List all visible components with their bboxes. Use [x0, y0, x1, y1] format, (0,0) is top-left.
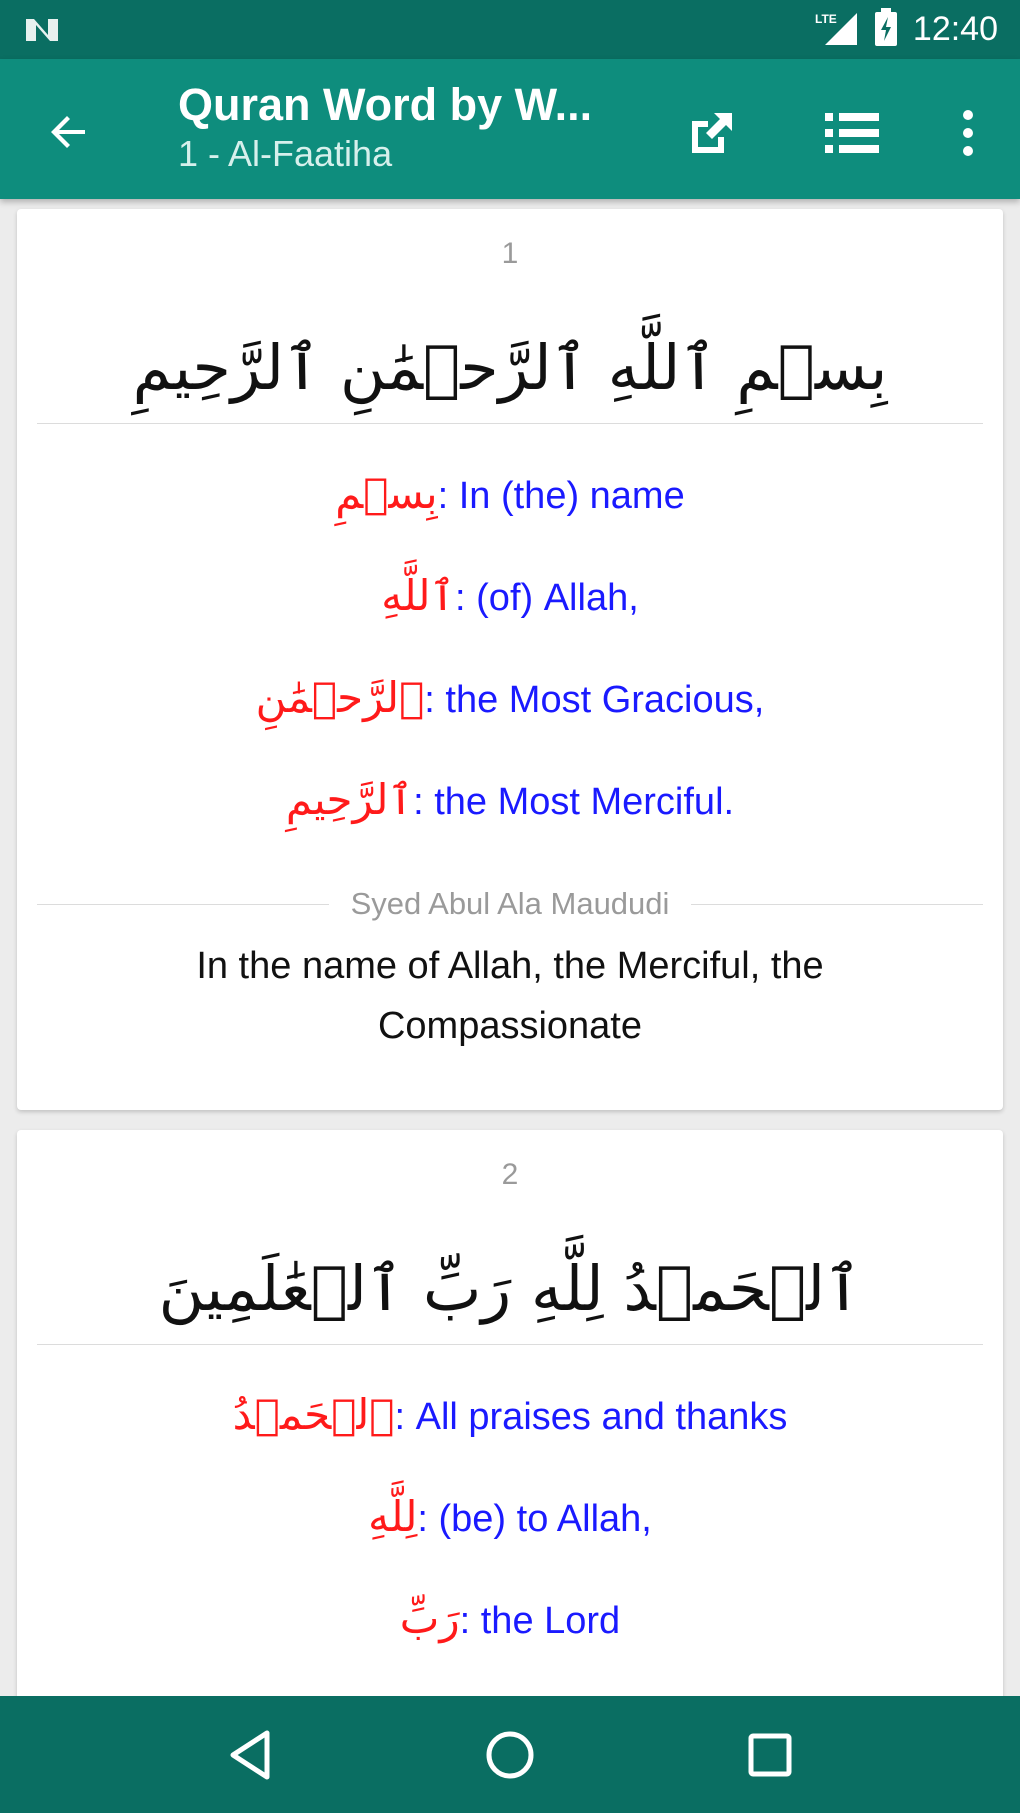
- lte-signal-icon: [813, 9, 859, 51]
- back-button[interactable]: [36, 99, 102, 165]
- status-time: 12:40: [912, 10, 998, 48]
- arabic-verse-text: ٱلۡحَمۡدُ لِلَّهِ رَبِّ ٱلۡعَٰلَمِينَ: [158, 1252, 862, 1325]
- translation-text: In the name of Allah, the Merciful, the Compassionate: [196, 945, 824, 1047]
- open-external-button[interactable]: [674, 95, 750, 171]
- word-arabic: ٱلرَّحۡمَٰنِ: [255, 673, 425, 722]
- verse-card-1[interactable]: [17, 209, 1003, 1110]
- list-button[interactable]: [814, 95, 890, 171]
- word-separator: :: [455, 577, 466, 619]
- home-circle-icon: [482, 1727, 538, 1783]
- word-arabic: ٱلرَّحِيمِ: [285, 775, 414, 824]
- system-nav-bar: [0, 1696, 1020, 1813]
- arabic-verse-text: بِسۡمِ ٱللَّهِ ٱلرَّحۡمَٰنِ ٱلرَّحِيمِ: [132, 331, 888, 404]
- word-meaning: In (the) name: [458, 475, 685, 517]
- nav-home-button[interactable]: [465, 1710, 555, 1800]
- word-separator: :: [394, 1396, 406, 1438]
- word-meaning: (of) Allah,: [476, 577, 639, 619]
- word-row: [17, 776, 1003, 878]
- verse-number: 1: [501, 237, 519, 270]
- word-arabic: بِسۡمِ: [335, 469, 438, 518]
- word-meaning: All praises and thanks: [415, 1396, 788, 1438]
- back-triangle-icon: [225, 1727, 275, 1783]
- status-bar: [0, 0, 1020, 59]
- app-bar: [0, 59, 1020, 199]
- word-meaning: the Most Merciful.: [434, 781, 735, 823]
- translator-header: [37, 886, 983, 922]
- verse-number: 2: [501, 1158, 519, 1191]
- more-vert-icon: [960, 109, 976, 157]
- nav-recents-button[interactable]: [725, 1710, 815, 1800]
- word-row: [17, 674, 1003, 776]
- app-title: Quran Word by W...: [178, 79, 593, 130]
- word-separator: :: [459, 1600, 471, 1642]
- word-arabic: لِلَّهِ: [368, 1492, 418, 1541]
- app-subtitle: 1 - Al-Faatiha: [178, 132, 393, 174]
- divider: [37, 904, 329, 905]
- word-arabic: رَبِّ: [399, 1594, 460, 1643]
- word-separator: :: [424, 679, 435, 721]
- word-meaning: the Most Gracious,: [445, 679, 765, 721]
- divider: [691, 904, 983, 905]
- battery-charging-icon: [873, 8, 899, 52]
- word-by-word-list: [17, 1345, 1003, 1696]
- nav-back-button[interactable]: [205, 1710, 295, 1800]
- word-meaning: the Lord: [480, 1600, 621, 1642]
- word-row: [17, 470, 1003, 572]
- word-arabic: ٱلۡحَمۡدُ: [232, 1390, 395, 1439]
- list-icon: [825, 111, 879, 155]
- more-options-button[interactable]: [930, 95, 1006, 171]
- word-by-word-list: [17, 424, 1003, 878]
- word-row: [17, 1493, 1003, 1595]
- word-arabic: ٱللَّهِ: [381, 571, 456, 620]
- verse-card-2[interactable]: [17, 1130, 1003, 1696]
- status-icons: [813, 8, 998, 52]
- word-row: [17, 1595, 1003, 1696]
- app-bar-titles: [178, 79, 618, 175]
- open-external-icon: [684, 105, 740, 161]
- translator-name: Syed Abul Ala Maududi: [350, 886, 670, 921]
- word-row: [17, 572, 1003, 674]
- svg-text:LTE: LTE: [814, 11, 837, 26]
- recents-square-icon: [745, 1730, 795, 1780]
- word-row: [17, 1391, 1003, 1493]
- notification-n-icon: [24, 15, 62, 45]
- back-arrow-icon: [45, 108, 93, 156]
- word-separator: :: [437, 475, 449, 517]
- word-meaning: (be) to Allah,: [438, 1498, 652, 1540]
- verse-list[interactable]: [0, 199, 1020, 1696]
- word-separator: :: [417, 1498, 428, 1540]
- word-separator: :: [413, 781, 424, 823]
